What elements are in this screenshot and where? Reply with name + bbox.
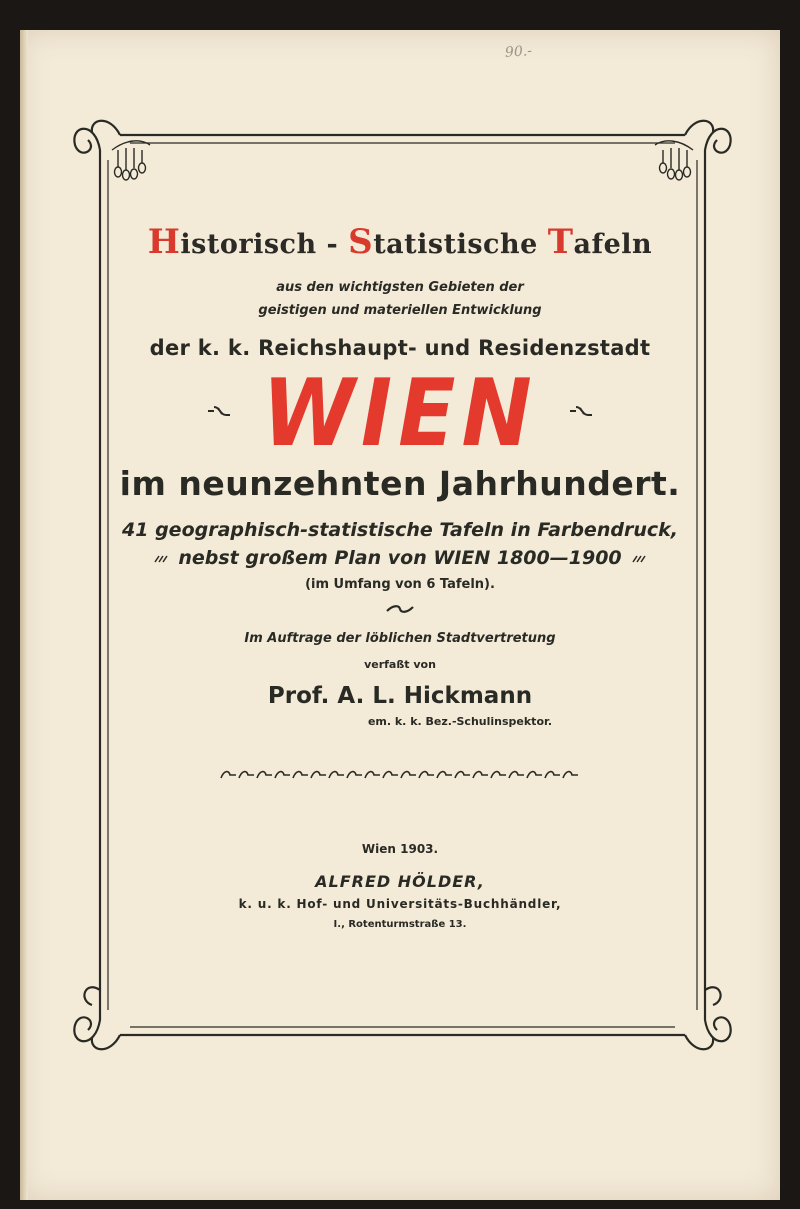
leaf-ornament-icon	[154, 549, 168, 568]
city-line: der k. k. Reichshaupt- und Residenzstadt	[149, 336, 651, 360]
city-name: WIEN	[262, 359, 538, 467]
leaf-ornament-icon	[568, 404, 594, 422]
publisher-title: k. u. k. Hof- und Universitäts-Buchhändler,	[238, 897, 562, 911]
corner-curl-tl	[74, 129, 100, 153]
leaf-ornament-icon	[206, 404, 232, 422]
title-page-content	[90, 200, 710, 930]
subtitle-line-2: geistigen und materiellen Entwicklung	[258, 303, 542, 318]
pencil-price-note: 90.-	[504, 43, 533, 61]
tables-line: 41 geographisch-statistische Tafeln in Farbendruck,	[122, 519, 678, 541]
publisher-name: ALFRED HÖLDER,	[315, 872, 485, 891]
subtitle-line-1: aus den wichtigsten Gebieten der	[276, 280, 524, 295]
by-line: verfaßt von	[364, 658, 436, 671]
place-year: Wien 1903.	[361, 842, 439, 856]
wave-segment	[221, 772, 578, 778]
author-rank: em. k. k. Bez.-Schulinspektor.	[367, 715, 553, 728]
bellflower-corner-icon	[112, 141, 693, 180]
swirl-divider-icon	[90, 600, 710, 619]
main-title: Historisch - Statistische Tafeln	[147, 222, 653, 262]
plan-line: nebst großem Plan von WIEN 1800—1900	[178, 547, 622, 569]
century-line: im neunzehnten Jahrhundert.	[119, 464, 681, 503]
plan-row	[90, 547, 710, 569]
corner-curl-br	[705, 1017, 731, 1041]
commission-line: Im Auftrage der löblichen Stadtvertretung	[244, 631, 556, 646]
wave-divider-icon	[220, 768, 580, 782]
corner-curl-bl	[74, 1017, 100, 1041]
leaf-ornament-icon	[632, 549, 646, 568]
leaf-ornament-left	[84, 987, 100, 1005]
corner-curl-tr	[705, 129, 731, 153]
leaf-ornament-right	[705, 987, 721, 1005]
city-name-row	[90, 359, 710, 467]
extent-line: (im Umfang von 6 Tafeln).	[305, 577, 495, 592]
author-name: Prof. A. L. Hickmann	[267, 683, 533, 709]
publisher-address: I., Rotenturmstraße 13.	[333, 919, 467, 930]
